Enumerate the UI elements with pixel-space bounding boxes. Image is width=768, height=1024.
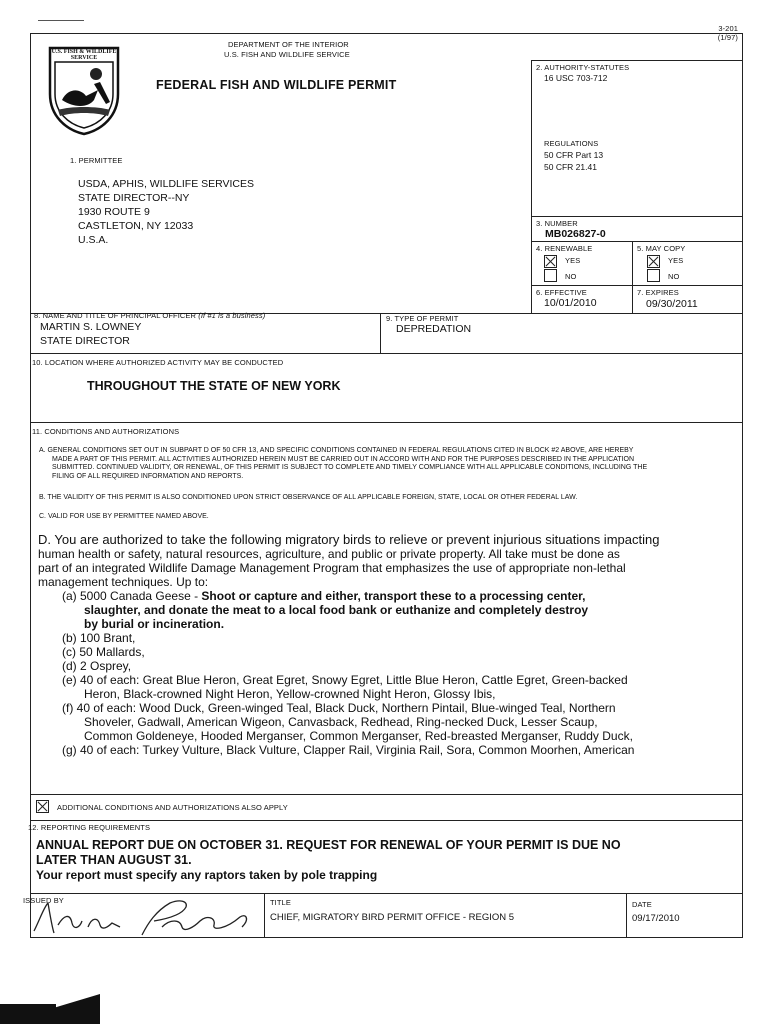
renewable-no-label: NO <box>565 272 577 281</box>
may-copy-no-label: NO <box>668 272 680 281</box>
conditions-label: 11. CONDITIONS AND AUTHORIZATIONS <box>32 427 180 436</box>
renewable-label: 4. RENEWABLE <box>536 244 593 253</box>
additional-conditions-label: ADDITIONAL CONDITIONS AND AUTHORIZATIONS ALSO APPLY <box>57 803 288 812</box>
permittee-label: 1. PERMITTEE <box>70 156 123 165</box>
form-title: FEDERAL FISH AND WILDLIFE PERMIT <box>156 78 397 92</box>
regulations-line-1: 50 CFR Part 13 <box>544 150 604 160</box>
title-label: TITLE <box>270 898 291 907</box>
form-code: 3-201 (1/97) <box>717 24 738 42</box>
renewable-yes-checkbox[interactable] <box>544 255 557 268</box>
renewable-yes-label: YES <box>565 256 581 265</box>
may-copy-label: 5. MAY COPY <box>637 244 686 253</box>
effective-label: 6. EFFECTIVE <box>536 288 587 297</box>
reporting-label: 12. REPORTING REQUIREMENTS <box>28 823 151 832</box>
reporting-text: ANNUAL REPORT DUE ON OCTOBER 31. REQUEST FOR RENEWAL OF YOUR PERMIT IS DUE NO LATER THAN AUGUST 31. Your report must specify any raptors taken by pole trapping <box>36 838 621 882</box>
expires-date: 09/30/2011 <box>646 298 698 310</box>
agency-line-2: U.S. FISH AND WILDLIFE SERVICE <box>224 50 350 59</box>
condition-c: C. VALID FOR USE BY PERMITTEE NAMED ABOVE. <box>39 513 209 520</box>
scan-corner-fill <box>0 1004 56 1024</box>
regulations-line-2: 50 CFR 21.41 <box>544 162 597 172</box>
authority-label: 2. AUTHORITY-STATUTES <box>536 63 630 72</box>
logo-text: U.S. FISH & WILDLIFE SERVICE <box>51 49 117 61</box>
may-copy-no-checkbox[interactable] <box>647 269 660 282</box>
permit-type-value: DEPREDATION <box>396 323 472 335</box>
effective-date: 10/01/2010 <box>544 297 597 309</box>
principal-officer-label: 8. NAME AND TITLE OF PRINCIPAL OFFICER (If #1 is a business) <box>34 311 266 320</box>
number-label: 3. NUMBER <box>536 219 578 228</box>
date-value: 09/17/2010 <box>632 913 680 924</box>
principal-officer-name: MARTIN S. LOWNEY <box>40 321 142 333</box>
authority-value: 16 USC 703-712 <box>544 73 608 83</box>
title-value: CHIEF, MIGRATORY BIRD PERMIT OFFICE - REGION 5 <box>270 912 515 923</box>
principal-officer-title: STATE DIRECTOR <box>40 335 130 347</box>
condition-a: A. GENERAL CONDITIONS SET OUT IN SUBPART D OF 50 CFR 13, AND SPECIFIC CONDITIONS CONTAINED IN FEDERAL REGULATIONS CITED IN BLOCK #2 ABOVE, ARE HEREBY MADE A PART OF THIS PERMIT. ALL ACTIVITIES AUTHORIZED HEREIN MUST BE CARRIED OUT IN ACCORD WITH AND FOR THE PURPOSES DESCRIBED IN THE APPLICATION SUBMITTED. CONTINUED VALIDITY, OR RENEWAL, OF THIS PERMIT IS SUBJECT TO COMPLETE AND TIMELY COMPLIANCE WITH ALL APPLICABLE CONDITIONS, INCLUDING THE FILING OF ALL REQUIRED INFORMATION AND REPORTS. <box>39 447 648 480</box>
scan-mark <box>38 20 84 21</box>
renewable-no-checkbox[interactable] <box>544 269 557 282</box>
permit-number: MB026827-0 <box>545 228 606 240</box>
agency-line-1: DEPARTMENT OF THE INTERIOR <box>228 40 349 49</box>
permit-type-label: 9. TYPE OF PERMIT <box>386 314 459 323</box>
date-label: DATE <box>632 900 652 909</box>
permittee-address: USDA, APHIS, WILDLIFE SERVICES STATE DIRECTOR--NY 1930 ROUTE 9 CASTLETON, NY 12033 U.S.A. <box>78 178 255 246</box>
may-copy-yes-label: YES <box>668 256 684 265</box>
condition-d: D. You are authorized to take the following migratory birds to relieve or prevent injurious situations impacting human health or safety, natural resources, agriculture, and public or private property. All take must be done as part of an integrated Wildlife Damage Management Program that emphasizes the use of appropriate non-lethal management techniques. Up to: (a) 5000 Canada Geese - Shoot or capture and either, transport these to a processing center, slaughter, and donate the meat to a local food bank or euthanize and completely destroy by burial or incineration. (b) 100 Brant, (c) 50 Mallards, (d) 2 Osprey, (e) 40 of each: Great Blue Heron, Great Egret, Snowy Egret, Little Blue Heron, Cattle Egret, Green-backed Heron, Black-crowned Night Heron, Yellow-crowned Night Heron, Glossy Ibis, (f) 40 of each: Wood Duck, Green-winged Teal, Black Duck, Northern Pintail, Blue-winged Teal, Northern Shoveler, Gadwall, American Wigeon, Canvasback, Redhead, Ring-necked Duck, Lesser Scaup, Common Goldeneye, Hooded Merganser, Common Merganser, Red-breasted Merganser, Ruddy Duck, (g) 40 of each: Turkey Vulture, Black Vulture, Clapper Rail, Virginia Rail, Sora, Common Moorhen, American <box>38 532 660 757</box>
location-label: 10. LOCATION WHERE AUTHORIZED ACTIVITY MAY BE CONDUCTED <box>32 358 284 367</box>
additional-conditions-checkbox[interactable] <box>36 800 49 813</box>
location-value: THROUGHOUT THE STATE OF NEW YORK <box>87 379 341 393</box>
regulations-label: REGULATIONS <box>544 139 599 148</box>
condition-b: B. THE VALIDITY OF THIS PERMIT IS ALSO CONDITIONED UPON STRICT OBSERVANCE OF ALL APPLICABLE FOREIGN, STATE, LOCAL OR OTHER FEDERAL LAW. <box>39 494 578 501</box>
issued-by-label: ISSUED BY <box>23 896 64 905</box>
may-copy-yes-checkbox[interactable] <box>647 255 660 268</box>
signature-icon <box>30 897 260 937</box>
expires-label: 7. EXPIRES <box>637 288 679 297</box>
